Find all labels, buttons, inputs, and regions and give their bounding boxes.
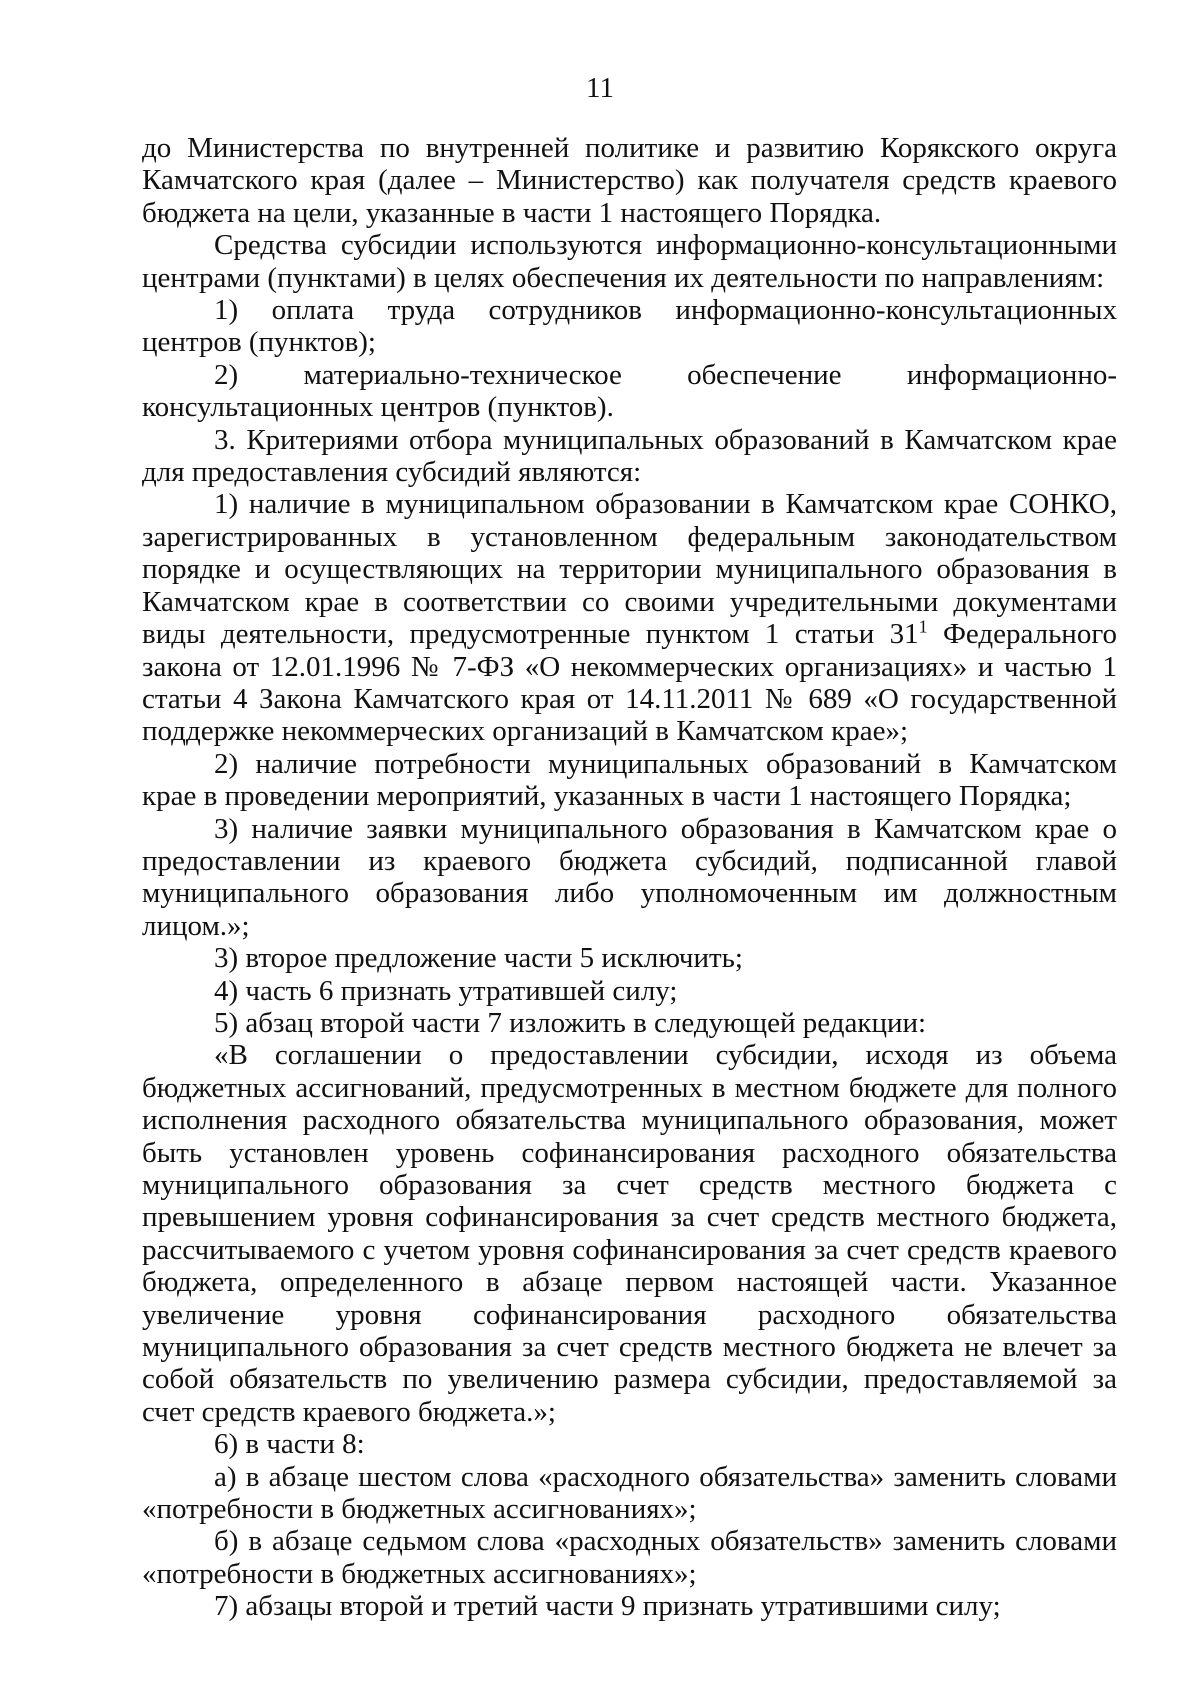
paragraph-amendment-4: 4) часть 6 признать утратившей силу; <box>214 974 678 1007</box>
paragraph-continuation: до Министерства по внутренней политике и развитию Корякского округа Камчатского края (далее – Министерство) как получателя средств краевого бюджета на цели, указанные в части 1 настоящего Порядка. <box>142 132 1117 229</box>
paragraph-amendment-5: 5) абзац второй части 7 изложить в следующей редакции: <box>214 1006 927 1039</box>
paragraph-amendment-7: 7) абзацы второй и третий части 9 признать утратившими силу; <box>214 1590 1001 1623</box>
paragraph-amendment-6a: а) в абзаце шестом слова «расходного обязательства» заменить словами «потребности в бюджетных ассигнованиях»; <box>142 1460 1117 1526</box>
paragraph-item-material-support: 2) материально-техническое обеспечение информационно-консультационных центров (пунктов). <box>142 358 1117 424</box>
paragraph-criterion-need: 2) наличие потребности муниципальных образований в Камчатском крае в проведении мероприятий, указанных в части 1 настоящего Порядка; <box>142 747 1117 813</box>
paragraph-item-labor-payment: 1) оплата труда сотрудников информационно-консультационных центров (пунктов); <box>142 294 1117 359</box>
page-number: 11 <box>586 72 614 104</box>
paragraph-amendment-6b: б) в абзаце седьмом слова «расходных обязательств» заменить словами «потребности в бюджетных ассигнованиях»; <box>142 1525 1117 1590</box>
paragraph-criterion-application: 3) наличие заявки муниципального образования в Камчатском крае о предоставлении из краевого бюджета субсидий, подписанной главой муниципального образования либо уполномоченным им должностным лицом.»; <box>142 812 1117 942</box>
paragraph-amendment-3: 3) второе предложение части 5 исключить; <box>214 942 743 975</box>
paragraph-criterion-sonko <box>142 488 1117 747</box>
paragraph-amendment-6: 6) в части 8: <box>214 1428 365 1461</box>
criterion-sonko-text-end: Федерального закона от 12.01.1996 № 7-ФЗ «О некоммерческих организациях» и частью 1 статьи 4 Закона Камчатского края от 14.11.2011 № 689 «О государственной поддержке некоммерческих организаций в Камчатском крае»; <box>142 618 1118 748</box>
document-body <box>142 132 1117 1623</box>
paragraph-selection-criteria: 3. Критериями отбора муниципальных образований в Камчатском крае для предоставления субсидий являются: <box>142 423 1117 489</box>
article-superscript: 1 <box>918 616 928 637</box>
criterion-sonko-text-start: 1) наличие в муниципальном образовании в Камчатском крае СОНКО, зарегистрированных в установленном федеральным законодательством порядке и осуществляющих на территории муниципального образования в Камчатском крае в соответствии со своими учредительными документами виды деятельности, предусмотренные пунктом 1 статьи 31 <box>142 488 1117 651</box>
paragraph-new-wording: «В соглашении о предоставлении субсидии, исходя из объема бюджетных ассигнований, предусмотренных в местном бюджете для полного исполнения расходного обязательства муниципального образования, может быть установлен уровень софинансирования расходного обязательства муниципального образования за счет средств местного бюджета с превышением уровня софинансирования за счет средств местного бюджета, рассчитываемого с учетом уровня софинансирования за счет средств краевого бюджета, определенного в абзаце первом настоящей части. Указанное увеличение уровня софинансирования расходного обязательства муниципального образования за счет средств местного бюджета не влечет за собой обязательств по увеличению размера субсидии, предоставляемой за счет средств краевого бюджета.»; <box>142 1039 1117 1428</box>
paragraph-subsidy-usage: Средства субсидии используются информационно-консультационными центрами (пунктами) в целях обеспечения их деятельности по направлениям: <box>142 229 1117 294</box>
